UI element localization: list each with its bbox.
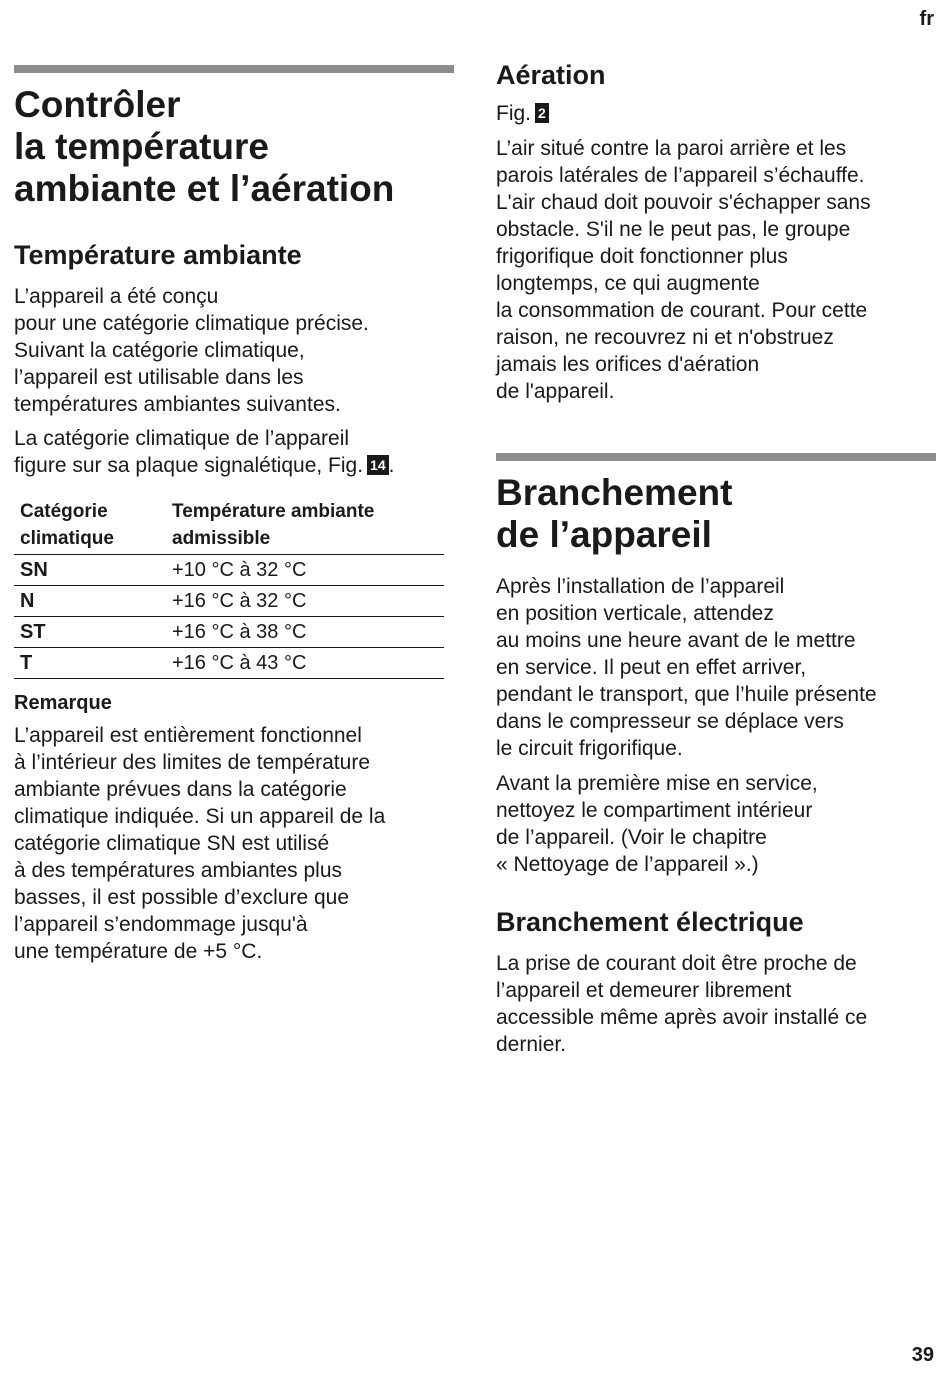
text-line: de l’appareil. (Voir le chapitre: [496, 826, 767, 849]
note-heading: Remarque: [14, 692, 112, 714]
electrical-paragraph: [496, 950, 941, 1058]
text-line: pendant le transport, que l’huile présente: [496, 683, 877, 706]
table-cell-range: +10 °C à 32 °C: [166, 555, 444, 586]
text-line: La prise de courant doit être proche de: [496, 952, 857, 975]
figure-reference-badge: 2: [535, 103, 549, 123]
note-paragraph: [14, 722, 459, 965]
table-header-row: [14, 498, 444, 555]
column-header-temperature: [166, 498, 444, 555]
aeration-paragraph: [496, 135, 941, 405]
text-line: de l'appareil.: [496, 380, 615, 403]
text-line: nettoyez le compartiment intérieur: [496, 799, 813, 822]
climate-class-table: [14, 498, 444, 679]
text-line: à l’intérieur des limites de température: [14, 751, 370, 774]
section-rule: [496, 453, 936, 461]
text-line: à des températures ambiantes plus: [14, 859, 343, 882]
text-line: frigorifique doit fonctionner plus: [496, 245, 788, 268]
header-line: Catégorie: [20, 501, 108, 522]
text-line: catégorie climatique SN est utilisé: [14, 832, 330, 855]
table-row: [14, 648, 444, 679]
title-line: la température: [14, 126, 269, 167]
text-line: L’air situé contre la paroi arrière et les: [496, 137, 847, 160]
title-line: de l’appareil: [496, 514, 712, 555]
table-cell-range: +16 °C à 43 °C: [166, 648, 444, 679]
text-line: au moins une heure avant de le mettre: [496, 629, 856, 652]
table-cell-range: +16 °C à 32 °C: [166, 586, 444, 617]
text-line: la consommation de courant. Pour cette: [496, 299, 868, 322]
table-row: [14, 555, 444, 586]
temperature-paragraph-2: [14, 425, 459, 479]
table-cell-range: +16 °C à 38 °C: [166, 617, 444, 648]
text-line: températures ambiantes suivantes.: [14, 393, 341, 416]
text-line: parois latérales de l’appareil s’échauffe.: [496, 164, 865, 187]
table-row: [14, 617, 444, 648]
table-cell-category: T: [14, 648, 166, 679]
language-tag: fr: [919, 8, 934, 30]
punctuation: .: [388, 454, 395, 477]
page-title: [14, 84, 454, 210]
section-heading-aeration: Aération: [496, 60, 606, 90]
temperature-paragraph-1: [14, 283, 454, 418]
text-line: l’appareil s’endommage jusqu'à: [14, 913, 308, 936]
text-line: dernier.: [496, 1033, 567, 1056]
header-line: admissible: [172, 528, 271, 549]
text-line: l’appareil est utilisable dans les: [14, 366, 304, 389]
table-cell-category: ST: [14, 617, 166, 648]
text-line: figure sur sa plaque signalétique, Fig.: [14, 454, 364, 477]
text-line: ambiante prévues dans la catégorie: [14, 778, 347, 801]
text-line: l’appareil et demeurer librement: [496, 979, 792, 1002]
text-line: accessible même après avoir installé ce: [496, 1006, 868, 1029]
text-line: dans le compresseur se déplace vers: [496, 710, 844, 733]
text-line: Avant la première mise en service,: [496, 772, 818, 795]
connection-paragraph-1: [496, 573, 941, 762]
text-line: climatique indiquée. Si un appareil de la: [14, 805, 386, 828]
header-line: climatique: [20, 528, 114, 549]
text-line: obstacle. S'il ne le peut pas, le groupe: [496, 218, 851, 241]
section-heading-temperature: Température ambiante: [14, 240, 302, 270]
title-line: Contrôler: [14, 84, 181, 125]
page-number: 39: [911, 1344, 934, 1366]
table-row: [14, 586, 444, 617]
text-line: basses, il est possible d’exclure que: [14, 886, 350, 909]
column-header-category: [14, 498, 166, 555]
text-line: L’appareil est entièrement fonctionnel: [14, 724, 362, 747]
figure-label: Fig.: [496, 102, 532, 125]
text-line: L'air chaud doit pouvoir s'échapper sans: [496, 191, 871, 214]
text-line: jamais les orifices d'aération: [496, 353, 760, 376]
text-line: Après l’installation de l’appareil: [496, 575, 785, 598]
text-line: une température de +5 °C.: [14, 940, 263, 963]
text-line: en position verticale, attendez: [496, 602, 774, 625]
text-line: pour une catégorie climatique précise.: [14, 312, 369, 335]
connection-paragraph-2: [496, 770, 941, 878]
section-title-connection: [496, 472, 936, 556]
table-cell-category: N: [14, 586, 166, 617]
title-line: Branchement: [496, 472, 733, 513]
text-line: le circuit frigorifique.: [496, 737, 683, 760]
text-line: longtemps, ce qui augmente: [496, 272, 760, 295]
header-line: Température ambiante: [172, 501, 375, 522]
aeration-figure-reference: [496, 100, 549, 127]
text-line: La catégorie climatique de l’appareil: [14, 427, 350, 450]
text-line: « Nettoyage de l’appareil ».): [496, 853, 759, 876]
table-cell-category: SN: [14, 555, 166, 586]
text-line: en service. Il peut en effet arriver,: [496, 656, 807, 679]
section-rule: [14, 65, 454, 73]
figure-reference-badge: 14: [367, 455, 389, 475]
text-line: L’appareil a été conçu: [14, 285, 219, 308]
text-line: Suivant la catégorie climatique,: [14, 339, 305, 362]
text-line: raison, ne recouvrez ni et n'obstruez: [496, 326, 834, 349]
section-heading-electrical: Branchement électrique: [496, 907, 804, 937]
title-line: ambiante et l’aération: [14, 168, 395, 209]
